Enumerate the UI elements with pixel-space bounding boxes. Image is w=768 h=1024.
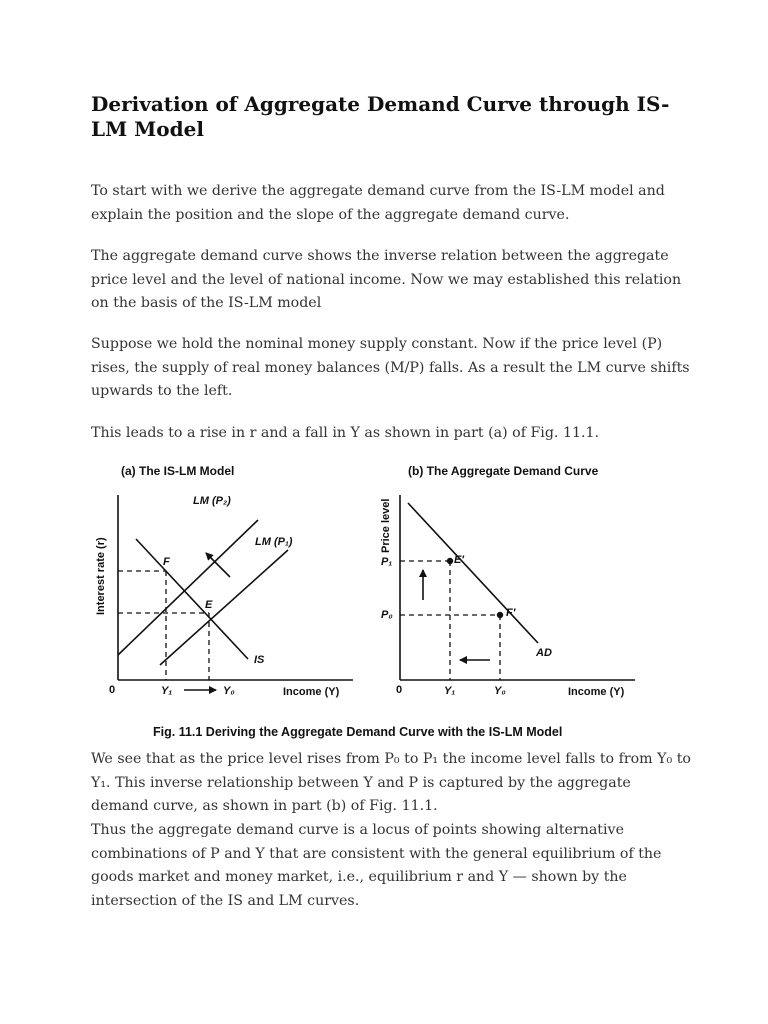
panel-b-x-axis-label: Income (Y) — [568, 686, 625, 698]
paragraph-intro: To start with we derive the aggregate demand curve from the IS-LM model and explain the position and the slope of the aggregate demand curve. — [91, 183, 665, 223]
panel-a-origin: 0 — [109, 684, 116, 696]
lm-p2-label: LM (P₂) — [193, 495, 231, 507]
point-e-prime — [447, 558, 453, 564]
is-curve — [136, 539, 248, 659]
tick-y0-label: Y₀ — [223, 685, 235, 697]
paragraph-locus-of-points: Thus the aggregate demand curve is a locus of points showing alternative combinations of P and Y that are consistent with the general equilibrium of the goods market and money market, i.e., equilibrium r and Y — shown by the intersection of the IS and LM curves. — [91, 822, 662, 909]
point-f-prime — [497, 612, 503, 618]
figure-11-1 — [88, 455, 648, 745]
lm-p1-curve — [160, 550, 288, 665]
paragraph-rise-in-r: This leads to a rise in r and a fall in Y as shown in part (a) of Fig. 11.1. — [91, 425, 600, 441]
point-e-label: E — [205, 599, 213, 611]
panel-a-is-lm — [95, 464, 353, 698]
panel-b-origin: 0 — [396, 684, 403, 696]
is-label: IS — [254, 654, 265, 666]
lm-p2-curve — [118, 520, 258, 655]
panel-a-title: (a) The IS-LM Model — [121, 464, 235, 478]
tick-y0-label-b: Y₀ — [494, 685, 506, 697]
page-title: Derivation of Aggregate Demand Curve through IS-LM Model — [91, 92, 670, 141]
figure-caption: Fig. 11.1 Deriving the Aggregate Demand Curve with the IS-LM Model — [153, 725, 563, 739]
panel-b-aggregate-demand — [380, 464, 635, 698]
tick-p0-label: P₀ — [381, 609, 393, 621]
ad-curve — [408, 503, 538, 643]
tick-y1-label: Y₁ — [161, 685, 173, 697]
lm-shift-arrow — [206, 553, 230, 577]
paragraph-price-level-rise: We see that as the price level rises from P₀ to P₁ the income level falls to from Y₀ to Y₁. This inverse relationship between Y and P is captured by the aggregate demand curve, as shown in part (b) of Fig. 11.1. — [91, 751, 691, 814]
lm-p1-label: LM (P₁) — [255, 536, 293, 548]
tick-y1-label-b: Y₁ — [444, 685, 456, 697]
tick-p1-label: P₁ — [381, 556, 393, 568]
paragraph-money-supply: Suppose we hold the nominal money supply constant. Now if the price level (P) rises, the supply of real money balances (M/P) falls. As a result the LM curve shifts upwards to the left. — [91, 336, 690, 399]
point-e-prime-label: E′ — [454, 554, 464, 566]
panel-b-title: (b) The Aggregate Demand Curve — [408, 464, 599, 478]
paragraph-inverse-relation: The aggregate demand curve shows the inverse relation between the aggregate price level and the level of national income. Now we may established this relation on the basis of the IS-LM model — [91, 248, 682, 311]
point-f-prime-label: F′ — [506, 607, 516, 619]
point-f-label: F — [163, 556, 170, 568]
panel-b-y-axis-label: Price level — [380, 498, 392, 553]
panel-a-x-axis-label: Income (Y) — [283, 686, 340, 698]
panel-a-y-axis-label: Interest rate (r) — [95, 537, 107, 615]
ad-label: AD — [536, 647, 552, 659]
